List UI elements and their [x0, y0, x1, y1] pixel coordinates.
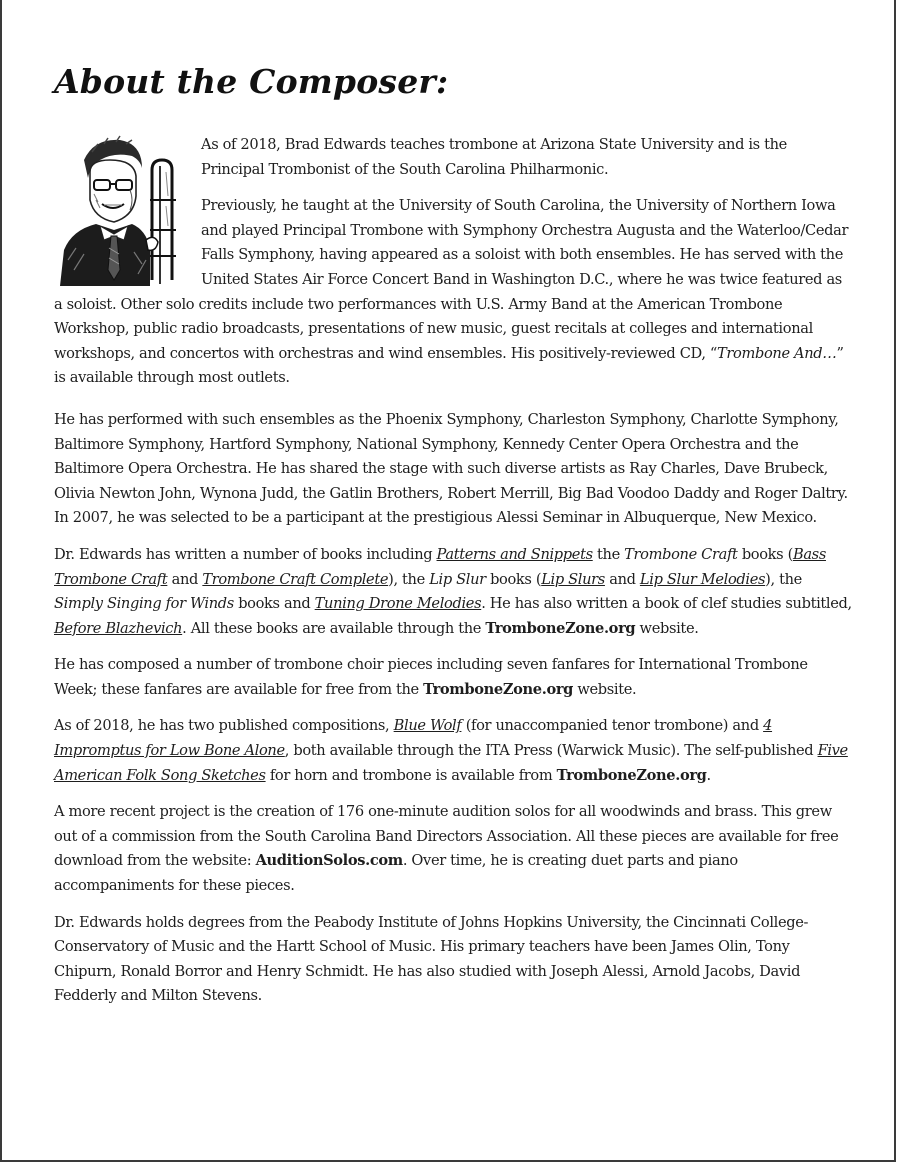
website-name: TromboneZone.org [556, 766, 707, 784]
piece-link-4-impromptus[interactable]: 4 Impromptus for Low Bone Alone [54, 717, 773, 760]
bio-paragraph: As of 2018, he has two published compositions, Blue Wolf (for unaccompanied tenor trombone) and 4 Impromptus for Low Bone Alone, both available through the ITA Press (Warwick Music). The self-published Five American Folk Song Sketches for horn and trombone is available from TromboneZone.org. [54, 717, 848, 784]
book-link-lip-slur-melodies[interactable]: Lip Slur Melodies [639, 570, 766, 588]
book-link-lip-slurs[interactable]: Lip Slurs [541, 570, 605, 588]
website-name: TromboneZone.org [423, 680, 574, 698]
bio-paragraph: A more recent project is the creation of 176 one-minute audition solos for all woodwinds and brass. This grew out of a commission from the South Carolina Band Directors Association. All these pieces are available for free download from the website: AuditionSolos.com. Over time, he is creating duet parts and piano accompaniments for these pieces. [54, 803, 839, 895]
bio-paragraph: Dr. Edwards has written a number of books including Patterns and Snippets the Trombone Craft books (Bass Trombone Craft and Trombone Craft Complete), the Lip Slur books (Lip Slurs and Lip Slur Melodies), the Simply Singing for Winds books and Tuning Drone Melodies. He has also written a book of clef studies subtitled, Before Blazhevich. All these books are available through the TromboneZone.org website. [54, 545, 852, 637]
website-name: AuditionSolos.com [255, 852, 403, 870]
bio-paragraph: He has performed with such ensembles as the Phoenix Symphony, Charleston Symphony, Charlotte Symphony, Baltimore Symphony, Hartford Symphony, National Symphony, Kennedy Center Opera Orchestra and the Baltimore Opera Orchestra. He has shared the stage with such diverse artists as Ray Charles, Dave Brubeck, Olivia Newton John, Wynona Judd, the Gatlin Brothers, Robert Merrill, Big Bad Voodoo Daddy and Roger Daltry. In 2007, he was selected to be a participant at the prestigious Alessi Seminar in Albuquerque, New Mexico. [54, 410, 848, 527]
piece-link-folk-song-sketches[interactable]: Five American Folk Song Sketches [54, 742, 848, 784]
composer-bio [54, 133, 854, 1021]
bio-paragraph: As of 2018, Brad Edwards teaches trombone at Arizona State University and is the Principal Trombonist of the South Carolina Philharmonic. [201, 136, 787, 178]
cd-title: Trombone And… [717, 344, 837, 362]
bio-paragraph: Previously, he taught at the University of South Carolina, the University of Northern Iowa and played Principal Trombone with Symphony Orchestra Augusta and the Waterloo/Cedar Falls Symphony, having appeared as a soloist with both ensembles. He has served with the United States Air Force Concert Band in Washington D.C., where he was twice featured as a soloist. Other solo credits include two performances with U.S. Army Band at the American Trombone Workshop, public radio broadcasts, presentations of new music, guest recitals at colleges and international workshops, and concertos with orchestras and wind ensembles. His positively-reviewed CD, “Trombone And…” is available through most outlets. [54, 197, 849, 387]
bio-paragraph: Dr. Edwards holds degrees from the Peabody Institute of Johns Hopkins University, the Cincinnati College-Conservatory of Music and the Hartt School of Music. His primary teachers have been James Olin, Tony Chipurn, Ronald Borror and Henry Schmidt. He has also studied with Joseph Alessi, Arnold Jacobs, David Fedderly and Milton Stevens. [54, 913, 809, 1005]
book-link-bass-trombone-craft[interactable]: Bass Trombone Craft [54, 545, 826, 588]
website-name: TromboneZone.org [485, 619, 636, 637]
page-title: About the Composer: [54, 62, 449, 101]
book-link-trombone-craft-complete[interactable]: Trombone Craft Complete [202, 570, 389, 588]
piece-link-blue-wolf[interactable]: Blue Wolf [393, 717, 462, 735]
book-link-patterns-and-snippets[interactable]: Patterns and Snippets [436, 545, 593, 563]
bio-paragraph: He has composed a number of trombone choir pieces including seven fanfares for International Trombone Week; these fanfares are available for free from the TromboneZone.org website. [54, 656, 808, 698]
book-link-before-blazhevich[interactable]: Before Blazhevich [54, 619, 183, 637]
book-link-tuning-drone-melodies[interactable]: Tuning Drone Melodies [314, 595, 482, 613]
